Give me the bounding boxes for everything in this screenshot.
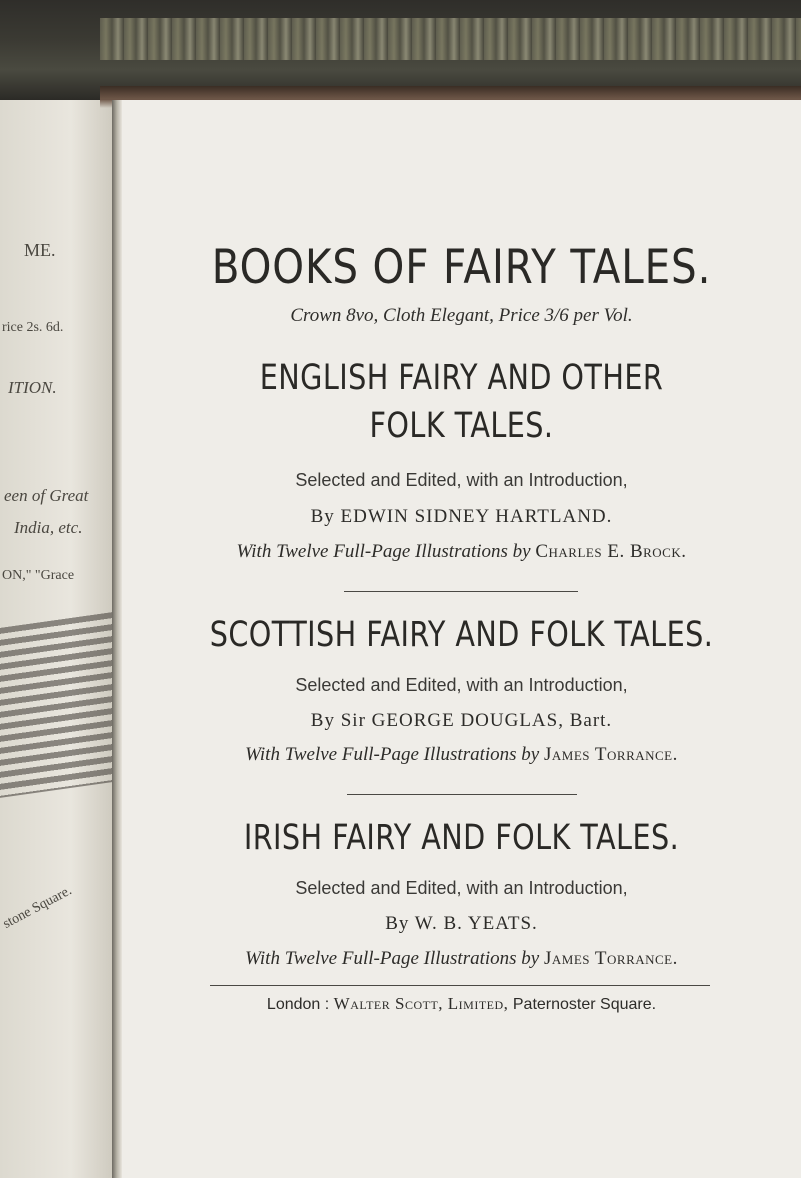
edition-note: Selected and Edited, with an Introduction,	[295, 878, 628, 898]
book-title: SCOTTISH FAIRY AND FOLK TALES.	[209, 615, 714, 655]
advertisement-page	[122, 100, 801, 1178]
publisher-name: Walter Scott, Limited,	[333, 994, 509, 1013]
author-line: By Sir GEORGE DOUGLAS, Bart.	[310, 710, 613, 731]
imprint-prefix: London :	[266, 996, 330, 1013]
publisher-address: Paternoster Square.	[512, 996, 657, 1013]
bleed-text-6: ON," "Grace	[2, 568, 75, 583]
bleed-text-3: ITION.	[8, 378, 57, 397]
previous-page-text	[0, 0, 118, 1178]
illustrations-line	[122, 948, 801, 970]
spine-decoration	[100, 18, 801, 60]
illustrator-name: James Torrance.	[543, 948, 678, 969]
illustrator-name: Charles E. Brock.	[535, 541, 687, 562]
page-gutter	[112, 100, 122, 1178]
edition-note: Selected and Edited, with an Introduction,	[295, 470, 628, 490]
bleed-text-5: India, etc.	[14, 518, 83, 537]
bleed-text-7: stone Square.	[0, 883, 75, 932]
author-line: By W. B. YEATS.	[385, 913, 538, 934]
illustrations-prefix: With Twelve Full-Page Illustrations by	[245, 744, 540, 765]
footer-rule	[210, 985, 710, 986]
book-title: ENGLISH FAIRY AND OTHER	[259, 358, 664, 398]
publisher-imprint	[122, 994, 801, 1014]
book-title: IRISH FAIRY AND FOLK TALES.	[243, 818, 680, 858]
edition-note: Selected and Edited, with an Introduction,	[295, 675, 628, 695]
illustrations-line	[122, 744, 801, 766]
illustrator-name: James Torrance.	[543, 744, 678, 765]
illustrations-prefix: With Twelve Full-Page Illustrations by	[236, 541, 531, 562]
book-title-continued: FOLK TALES.	[369, 406, 554, 446]
previous-page-edge	[0, 0, 118, 1178]
bleed-text-1: ME.	[24, 240, 56, 260]
page-title: BOOKS OF FAIRY TALES.	[211, 240, 712, 295]
bleed-text-2: rice 2s. 6d.	[2, 320, 64, 335]
author-line: By EDWIN SIDNEY HARTLAND.	[310, 506, 613, 527]
divider	[347, 794, 577, 795]
illustrations-prefix: With Twelve Full-Page Illustrations by	[245, 948, 540, 969]
bleed-text-4: een of Great	[4, 486, 89, 505]
price-line: Crown 8vo, Cloth Elegant, Price 3/6 per Vol.	[290, 305, 633, 326]
book-spine	[0, 0, 801, 100]
bleed-paragraph-lines	[0, 612, 112, 798]
illustrations-line	[122, 541, 801, 563]
divider	[344, 591, 578, 592]
